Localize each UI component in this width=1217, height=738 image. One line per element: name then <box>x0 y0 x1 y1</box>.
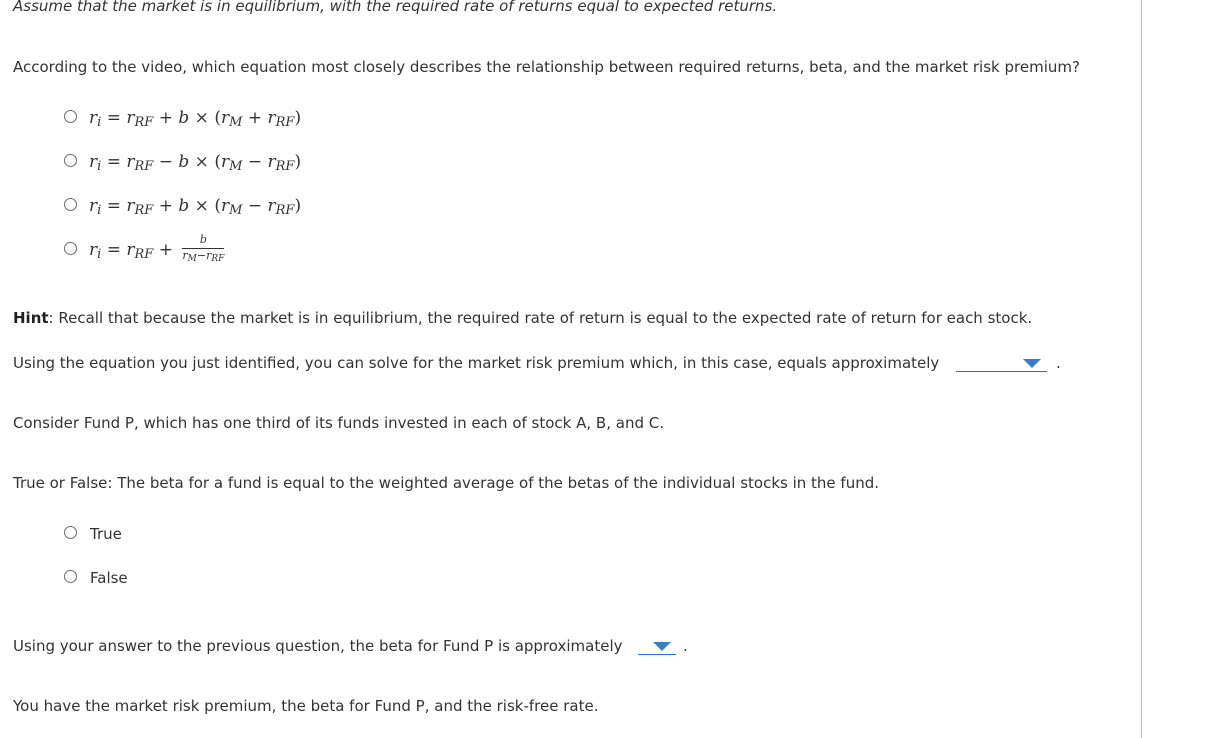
tf-option-true-label: True <box>90 525 122 543</box>
market-risk-premium-dropdown[interactable] <box>956 357 1047 372</box>
hint-text: Hint: Recall that because the market is in equilibrium, the required rate of return is equal to the expected rate of return for each stock. <box>13 309 1033 327</box>
q1-option-4-fraction: $\frac{b}{\text{rM−rRF}}$ <box>182 233 225 264</box>
dropdown-caret-icon <box>1023 359 1041 368</box>
tf-option-true-radio[interactable] <box>64 526 77 539</box>
q1-option-2-radio[interactable] <box>64 154 77 167</box>
fund-text: Consider Fund P, which has one third of its funds invested in each of stock A, B, and C. <box>13 414 664 432</box>
q1-option-3-equation: ri = rRF + b × (rM − rRF) <box>89 196 302 218</box>
q1-option-3-radio[interactable] <box>64 198 77 211</box>
fund-beta-dropdown[interactable] <box>638 640 676 655</box>
dropdown-caret-icon <box>653 642 671 651</box>
q2-period: . <box>1056 354 1061 372</box>
q1-option-1-radio[interactable] <box>64 110 77 123</box>
q1-option-2-equation: ri = rRF − b × (rM − rRF) <box>89 152 302 174</box>
q1-option-1-equation: ri = rRF + b × (rM + rRF) <box>89 108 302 130</box>
q3-text: Using your answer to the previous question, the beta for Fund P is approximately <box>13 637 623 655</box>
tf-option-false-radio[interactable] <box>64 570 77 583</box>
tf-question: True or False: The beta for a fund is equal to the weighted average of the betas of the individual stocks in the fund. <box>13 474 880 492</box>
hint-label: Hint <box>13 309 49 327</box>
q1-option-4-radio[interactable] <box>64 242 77 255</box>
q1-question: According to the video, which equation most closely describes the relationship between required returns, beta, and the market risk premium? <box>13 58 1080 76</box>
right-divider <box>1141 0 1142 738</box>
q3-period: . <box>683 637 688 655</box>
q2-text: Using the equation you just identified, you can solve for the market risk premium which, in this case, equals approximately <box>13 354 940 372</box>
q1-option-4-equation: ri = rRF + $\frac{b}{\text{rM−rRF}}$ <box>89 233 225 264</box>
tf-option-false-label: False <box>90 569 128 587</box>
closing-text: You have the market risk premium, the beta for Fund P, and the risk-free rate. <box>13 697 599 715</box>
intro-text: Assume that the market is in equilibrium, with the required rate of returns equal to expected returns. <box>13 0 778 15</box>
